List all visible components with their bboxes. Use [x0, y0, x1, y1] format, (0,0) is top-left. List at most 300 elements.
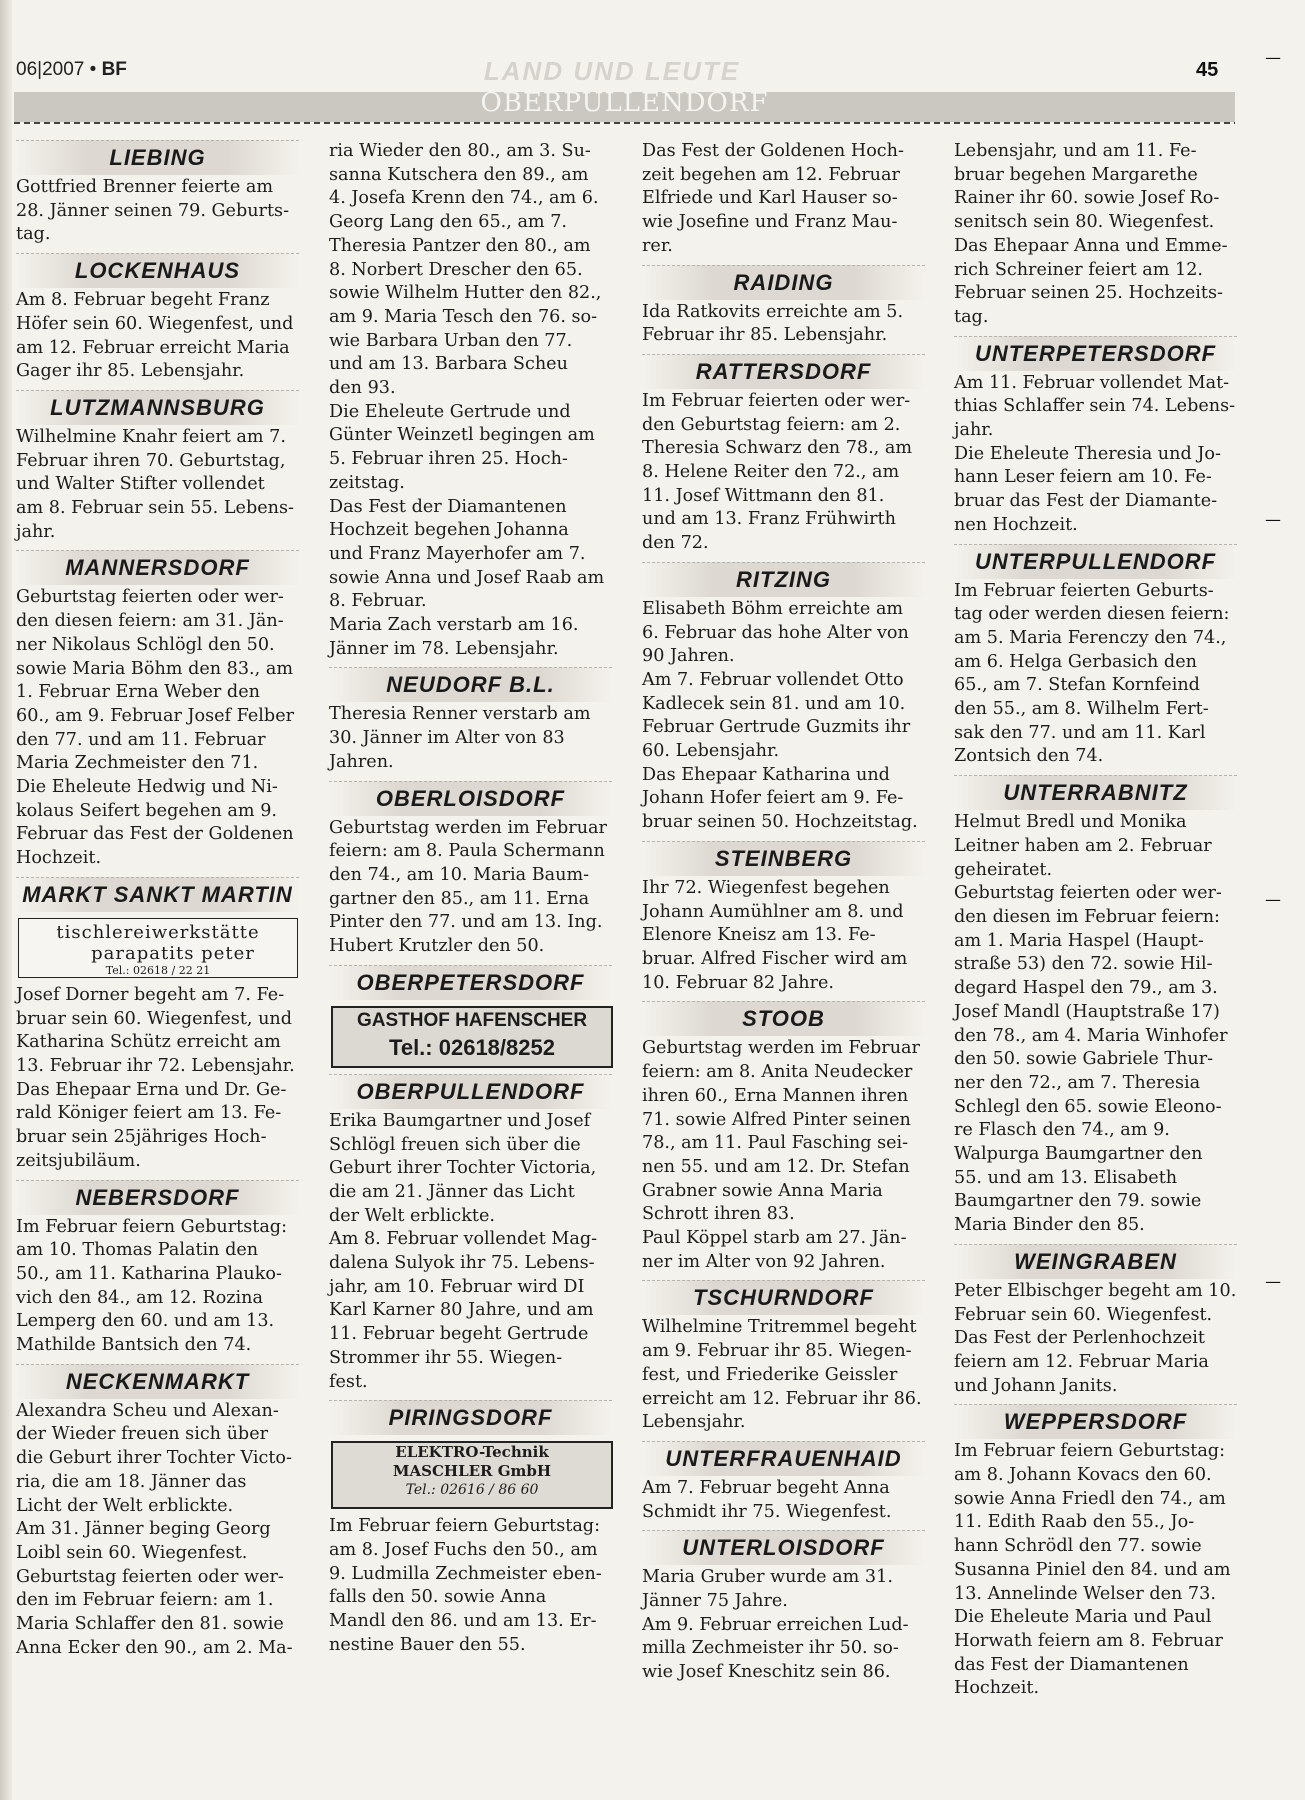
text-line: Schlegl den 65. sowie Eleono- [954, 1096, 1222, 1117]
text-line: Gager ihr 85. Lebensjahr. [16, 361, 245, 382]
region-banner-title: OBERPULLENDORF [480, 88, 769, 118]
town-heading-label: OBERLOISDORF [375, 785, 566, 811]
town-heading [329, 781, 612, 816]
town-heading-label: UNTERRABNITZ [1003, 780, 1188, 806]
article-paragraph [329, 817, 612, 959]
text-line: den 78., am 4. Maria Winhofer [954, 1025, 1228, 1046]
text-line: Geburtstag feierten oder wer- [16, 587, 284, 608]
text-line: 30. Jänner im Alter von 83 [329, 728, 565, 749]
article-paragraph [329, 140, 612, 661]
text-line: Elisabeth Böhm erreichte am [642, 598, 904, 619]
text-line: Loibl sein 60. Wiegenfest. [16, 1542, 248, 1563]
text-line: den 50. sowie Gabriele Thur- [954, 1049, 1214, 1070]
text-line: Februar das Fest der Goldenen [16, 824, 294, 845]
text-line: bruar sein 60. Wiegenfest, und [16, 1008, 293, 1029]
text-line: bruar begehen Margarethe [954, 164, 1198, 185]
article-paragraph [16, 984, 299, 1174]
text-line: thias Schlaffer sein 74. Lebens- [954, 396, 1236, 417]
text-line: die am 21. Jänner das Licht [329, 1181, 575, 1202]
text-line: Jänner im 78. Lebensjahr. [329, 638, 559, 659]
text-line: Maria Binder den 85. [954, 1215, 1145, 1236]
page-number: 45 [1196, 59, 1219, 81]
article-paragraph [642, 301, 925, 348]
text-line: 9. Ludmilla Zechmeister eben- [329, 1563, 602, 1584]
article-paragraph [329, 703, 612, 774]
text-line: Anna Ecker den 90., am 2. Ma- [16, 1637, 293, 1658]
town-heading-label: STOOB [742, 1006, 825, 1032]
text-line: Geburtstag werden im Februar [642, 1038, 920, 1059]
text-line: Geburtstag feierten oder wer- [954, 883, 1222, 904]
town-heading [16, 1180, 299, 1215]
text-line: Geburtstag feierten oder wer- [16, 1566, 284, 1587]
town-heading-label: PIRINGSDORF [388, 1405, 553, 1431]
margin-mark: — [1265, 48, 1281, 67]
text-line: Wilhelmine Tritremmel begeht [642, 1317, 917, 1338]
text-line: 11. Josef Wittmann den 81. [642, 485, 885, 506]
text-line: Schmidt ihr 75. Wiegenfest. [642, 1501, 892, 1522]
text-line: Geburt ihrer Tochter Victoria, [329, 1158, 597, 1179]
text-line: milla Zechmeister ihr 50. so- [642, 1638, 899, 1659]
text-line: Pinter den 77. und am 13. Ing. [329, 912, 603, 933]
text-line: Lebensjahr. [642, 1412, 746, 1433]
text-line: Maria Gruber wurde am 31. [642, 1567, 893, 1588]
text-line: Karl Karner 80 Jahre, und am [329, 1300, 594, 1321]
text-line: 50., am 11. Katharina Plauko- [16, 1263, 282, 1284]
text-line: Im Februar feiern Geburtstag: [954, 1441, 1225, 1462]
margin-mark: — [1265, 890, 1281, 909]
text-line: Am 31. Jänner beging Georg [16, 1519, 271, 1540]
text-line: straße 53) den 72. sowie Hil- [954, 954, 1213, 975]
text-line: senitsch sein 80. Wiegenfest. [954, 212, 1215, 233]
text-line: und am 13. Barbara Scheu [329, 354, 568, 375]
text-line: und am 13. Franz Frühwirth [642, 509, 896, 530]
text-line: Elfriede und Karl Hauser so- [642, 188, 898, 209]
town-heading-label: RAIDING [733, 269, 834, 295]
text-line: Susanna Piniel den 84. und am [954, 1559, 1231, 1580]
text-line: feiern: am 8. Paula Schermann [329, 841, 605, 862]
text-line: hann Leser feiern am 10. Fe- [954, 467, 1212, 488]
text-line: 6. Februar das hohe Alter von [642, 622, 909, 643]
text-line: Das Fest der Diamantenen [329, 496, 567, 517]
town-heading-label: OBERPULLENDORF [356, 1078, 585, 1104]
text-line: Helmut Bredl und Monika [954, 812, 1187, 833]
town-heading-label: RATTERSDORF [695, 358, 872, 384]
article-paragraph [954, 140, 1237, 330]
page-binding-shadow [0, 0, 12, 1800]
text-line: sanna Kutschera den 89., am [329, 164, 589, 185]
text-line: 1. Februar Erna Weber den [16, 682, 260, 703]
text-line: Ida Ratkovits erreichte am 5. [642, 301, 904, 322]
town-heading [16, 1364, 299, 1399]
town-heading-label: LUTZMANNSBURG [50, 394, 265, 420]
text-line: 28. Jänner seinen 79. Geburts- [16, 200, 290, 221]
text-line: feiern am 12. Februar Maria [954, 1351, 1209, 1372]
town-heading [954, 1244, 1237, 1279]
text-line: am 1. Maria Haspel (Haupt- [954, 930, 1204, 951]
text-line: 13. Februar ihr 72. Lebensjahr. [16, 1055, 295, 1076]
article-paragraph [642, 1316, 925, 1435]
ad-line: ELEKTRO-Technik [395, 1443, 549, 1462]
text-line: Horwath feiern am 8. Februar [954, 1630, 1223, 1651]
text-line: Das Ehepaar Katharina und [642, 764, 890, 785]
town-heading [16, 877, 299, 912]
text-line: nestine Bauer den 55. [329, 1634, 526, 1655]
text-line: am 9. Februar ihr 85. Wiegen- [642, 1341, 912, 1362]
text-line: und Franz Mayerhofer am 7. [329, 543, 586, 564]
text-line: ner den 72., am 7. Theresia [954, 1072, 1201, 1093]
town-heading [642, 562, 925, 597]
text-line: 11. Edith Raab den 55., Jo- [954, 1512, 1195, 1533]
text-line: 65., am 7. Stefan Kornfeind [954, 675, 1200, 696]
margin-mark: — [1265, 510, 1281, 529]
text-line: Februar seinen 25. Hochzeits- [954, 283, 1223, 304]
article-paragraph [954, 580, 1237, 770]
town-heading-label: LIEBING [109, 145, 206, 170]
text-line: Die Eheleute Hedwig und Ni- [16, 777, 278, 798]
text-line: ria, die am 18. Jänner das [16, 1471, 247, 1492]
town-heading [954, 336, 1237, 371]
text-line: jahr. [16, 521, 56, 542]
text-line: zeitstag. [329, 472, 405, 493]
advertisement-box [331, 1441, 613, 1509]
town-heading [642, 265, 925, 300]
article-paragraph [329, 1110, 612, 1394]
text-line: Höfer sein 60. Wiegenfest, und [16, 313, 294, 334]
article-paragraph [642, 598, 925, 835]
text-line: Johann Aumühlner am 8. und [642, 901, 904, 922]
text-line: den Geburtstag feiern: am 2. [642, 414, 901, 435]
text-line: Theresia Pantzer den 80., am [329, 235, 591, 256]
text-line: am 9. Maria Tesch den 76. so- [329, 306, 598, 327]
town-heading [954, 1404, 1237, 1439]
town-heading-label: WEPPERSDORF [1003, 1409, 1188, 1435]
article-paragraph [329, 1515, 612, 1657]
town-heading [954, 775, 1237, 810]
text-line: der Wieder freuen sich über [16, 1424, 269, 1445]
text-line: fest, und Friederike Geissler [642, 1364, 898, 1385]
banner-divider [14, 122, 1235, 124]
town-heading-label: OBERPETERSDORF [356, 969, 585, 995]
text-line: falls den 50. sowie Anna [329, 1587, 547, 1608]
section-title: LAND UND LEUTE [483, 56, 741, 86]
text-line: Leitner haben am 2. Februar [954, 835, 1212, 856]
town-heading [329, 667, 612, 702]
town-heading [642, 1441, 925, 1476]
text-line: den 72. [642, 533, 709, 554]
text-line: kolaus Seifert begehen am 9. [16, 800, 277, 821]
article-paragraph [642, 877, 925, 996]
town-heading [16, 390, 299, 425]
text-line: Am 8. Februar begeht Franz [16, 290, 270, 311]
column-4 [954, 140, 1237, 1707]
text-line: re Flasch den 74., am 9. [954, 1120, 1170, 1141]
text-line: den 77. und am 11. Februar [16, 729, 266, 750]
text-line: zeit begehen am 12. Februar [642, 164, 900, 185]
text-line: den 55., am 8. Wilhelm Fert- [954, 699, 1209, 720]
town-heading-label: UNTERPULLENDORF [974, 548, 1217, 574]
text-line: Alexandra Scheu und Alexan- [16, 1400, 279, 1421]
text-line: Elenore Kneisz am 13. Fe- [642, 925, 876, 946]
text-line: zeitsjubiläum. [16, 1150, 141, 1171]
text-line: Josef Dorner begeht am 7. Fe- [16, 984, 285, 1005]
text-line: 13. Annelinde Welser den 73. [954, 1583, 1216, 1604]
text-line: bruar seinen 50. Hochzeitstag. [642, 812, 918, 833]
town-heading [16, 253, 299, 288]
text-line: Schlögl freuen sich über die [329, 1134, 581, 1155]
text-line: Im Februar feierten oder wer- [642, 390, 911, 411]
margin-mark: — [1265, 1272, 1281, 1291]
text-line: 55. und am 13. Elisabeth [954, 1167, 1178, 1188]
ad-line: Tel.: 02616 / 86 60 [405, 1482, 539, 1499]
article-paragraph [642, 1037, 925, 1274]
text-line: den diesen feiern: am 31. Jän- [16, 611, 284, 632]
text-line: Am 7. Februar begeht Anna [642, 1477, 890, 1498]
text-line: Günter Weinzetl begingen am [329, 425, 595, 446]
text-line: 4. Josefa Krenn den 74., am 6. [329, 188, 599, 209]
text-line: den 93. [329, 378, 396, 399]
text-line: Jänner 75 Jahre. [642, 1591, 788, 1612]
brand-label: BF [101, 59, 127, 80]
text-line: dalena Sulyok ihr 75. Lebens- [329, 1253, 595, 1274]
town-heading [954, 544, 1237, 579]
town-heading [329, 1074, 612, 1109]
text-line: 5. Februar ihren 25. Hoch- [329, 449, 568, 470]
column-2 [329, 140, 612, 1663]
text-line: Schrott ihren 83. [642, 1204, 795, 1225]
text-line: wie Barbara Urban den 77. [329, 330, 573, 351]
article-paragraph [16, 426, 299, 545]
column-1 [16, 140, 299, 1666]
text-line: 8. Helene Reiter den 72., am [642, 462, 900, 483]
text-line: vich den 84., am 12. Rozina [16, 1287, 263, 1308]
text-line: Am 11. Februar vollendet Mat- [954, 372, 1230, 393]
text-line: Hochzeit. [16, 848, 102, 869]
text-line: Erika Baumgartner und Josef [329, 1110, 591, 1131]
article-paragraph [642, 390, 925, 556]
text-line: 90 Jahren. [642, 646, 735, 667]
text-line: bruar. Alfred Fischer wird am [642, 948, 908, 969]
town-heading [642, 841, 925, 876]
town-heading [642, 1530, 925, 1565]
text-line: 11. Februar begeht Gertrude [329, 1324, 589, 1345]
text-line: und Johann Janits. [954, 1375, 1118, 1396]
article-paragraph [642, 140, 925, 259]
text-line: am 10. Thomas Palatin den [16, 1240, 259, 1261]
text-line: 8. Februar. [329, 591, 427, 612]
text-line: Am 7. Februar vollendet Otto [642, 669, 904, 690]
ad-line: Tel.: 02618/8252 [389, 1034, 555, 1060]
text-line: sowie Anna und Josef Raab am [329, 567, 605, 588]
text-line: am 8. Johann Kovacs den 60. [954, 1465, 1212, 1486]
town-heading-label: NEUDORF B.L. [386, 672, 555, 698]
text-line: am 5. Maria Ferenczy den 74., [954, 627, 1227, 648]
article-paragraph [16, 289, 299, 384]
advertisement-box [18, 918, 298, 978]
text-line: Theresia Renner verstarb am [329, 704, 591, 725]
text-line: bruar das Fest der Diamante- [954, 491, 1218, 512]
text-line: sowie Wilhelm Hutter den 82., [329, 283, 602, 304]
text-line: Im Februar feierten Geburts- [954, 580, 1214, 601]
town-heading [329, 965, 612, 1000]
text-line: sak den 77. und am 11. Karl [954, 722, 1206, 743]
text-line: Baumgartner den 79. sowie [954, 1191, 1202, 1212]
text-line: 78., am 11. Paul Fasching sei- [642, 1133, 909, 1154]
town-heading-label: NECKENMARKT [65, 1368, 250, 1394]
text-line: Jahren. [329, 751, 394, 772]
text-line: Am 9. Februar erreichen Lud- [642, 1614, 909, 1635]
article-paragraph [954, 372, 1237, 538]
ad-line: GASTHOF HAFENSCHER [356, 1009, 588, 1031]
text-line: jahr. [954, 420, 994, 441]
ad-line: parapatits peter [91, 942, 255, 964]
article-paragraph [954, 1280, 1237, 1399]
text-line: den 74., am 10. Maria Baum- [329, 864, 590, 885]
text-line: tag. [16, 224, 51, 245]
text-line: Im Februar feiern Geburtstag: [16, 1216, 287, 1237]
article-paragraph [16, 586, 299, 870]
text-line: 8. Norbert Drescher den 65. [329, 259, 583, 280]
text-line: der Welt erblickte. [329, 1205, 495, 1226]
text-line: Das Ehepaar Anna und Emme- [954, 235, 1228, 256]
text-line: Maria Zach verstarb am 16. [329, 615, 579, 636]
text-line: Strommer ihr 55. Wiegen- [329, 1347, 563, 1368]
town-heading [642, 1280, 925, 1315]
text-line: hann Schrödl den 77. sowie [954, 1536, 1202, 1557]
text-line: Lemperg den 60. und am 13. [16, 1311, 275, 1332]
town-heading-label: MANNERSDORF [65, 555, 250, 581]
town-heading-label: UNTERPETERSDORF [974, 340, 1217, 366]
text-line: am 6. Helga Gerbasich den [954, 651, 1197, 672]
text-line: wie Josef Kneschitz sein 86. [642, 1662, 891, 1683]
text-line: Lebensjahr, und am 11. Fe- [954, 141, 1197, 161]
text-line: Das Fest der Goldenen Hoch- [642, 141, 904, 161]
text-line: gartner den 85., am 11. Erna [329, 888, 590, 909]
ad-line: MASCHLER GmbH [392, 1462, 552, 1481]
text-line: Das Ehepaar Erna und Dr. Ge- [16, 1079, 287, 1100]
town-heading-label: LOCKENHAUS [74, 258, 241, 284]
text-line: Mandl den 86. und am 13. Er- [329, 1611, 597, 1632]
text-line: Februar Gertrude Guzmits ihr [642, 717, 911, 738]
text-line: am 12. Februar erreicht Maria [16, 337, 290, 358]
town-heading-label: UNTERFRAUENHAID [665, 1445, 902, 1471]
text-line: Maria Zechmeister den 71. [16, 753, 259, 774]
text-line: am 8. Josef Fuchs den 50., am [329, 1539, 598, 1560]
article-paragraph [642, 1566, 925, 1685]
text-line: Josef Mandl (Hauptstraße 17) [954, 1001, 1220, 1022]
text-line: 60., am 9. Februar Josef Felber [16, 705, 295, 726]
text-line: nen Hochzeit. [954, 514, 1078, 535]
text-line: Licht der Welt erblickte. [16, 1495, 234, 1516]
text-line: Februar ihr 85. Lebensjahr. [642, 325, 888, 346]
article-paragraph [954, 811, 1237, 1238]
ad-line: Tel.: 02618 / 22 21 [105, 963, 211, 977]
text-line: Rainer ihr 60. sowie Josef Ro- [954, 188, 1220, 209]
text-line: das Fest der Diamantenen [954, 1654, 1189, 1675]
text-line: Am 8. Februar vollendet Mag- [329, 1229, 598, 1250]
text-line: Grabner sowie Anna Maria [642, 1180, 883, 1201]
text-line: Maria Schlaffer den 81. sowie [16, 1614, 284, 1635]
text-line: 10. Februar 82 Jahre. [642, 972, 834, 993]
text-line: bruar sein 25jähriges Hoch- [16, 1127, 267, 1148]
article-paragraph [16, 176, 299, 247]
text-line: Katharina Schütz erreicht am [16, 1032, 281, 1053]
text-line: Georg Lang den 65., am 7. [329, 212, 567, 233]
town-heading [16, 140, 299, 175]
text-line: tag oder werden diesen feiern: [954, 604, 1230, 625]
issue-date: 06|2007 • [16, 59, 97, 80]
text-line: Im Februar feiern Geburtstag: [329, 1516, 600, 1537]
text-line: Hubert Krutzler den 50. [329, 936, 545, 957]
text-line: ner im Alter von 92 Jahren. [642, 1251, 886, 1272]
text-line: Gottfried Brenner feierte am [16, 177, 274, 197]
article-paragraph [16, 1216, 299, 1358]
town-heading [642, 1001, 925, 1036]
text-line: Walpurga Baumgartner den [954, 1144, 1203, 1165]
text-line: die Geburt ihrer Tochter Victo- [16, 1448, 292, 1469]
text-line: Mathilde Bantsich den 74. [16, 1335, 252, 1356]
town-heading-label: RITZING [736, 566, 831, 592]
column-3 [642, 140, 925, 1691]
text-line: feiern: am 8. Anita Neudecker [642, 1062, 913, 1083]
town-heading [642, 354, 925, 389]
advertisement-box [331, 1006, 613, 1068]
text-line: Hochzeit. [954, 1678, 1040, 1699]
town-heading-label: STEINBERG [714, 845, 853, 871]
text-line: rer. [642, 235, 673, 256]
text-line: Die Eheleute Theresia und Jo- [954, 443, 1221, 464]
town-heading-label: TSCHURNDORF [693, 1285, 874, 1311]
text-line: Die Eheleute Maria und Paul [954, 1607, 1212, 1628]
text-line: Das Fest der Perlenhochzeit [954, 1328, 1205, 1349]
text-line: nen 55. und am 12. Dr. Stefan [642, 1156, 910, 1177]
ad-line: tischlereiwerkstätte [56, 921, 260, 943]
article-paragraph [16, 1400, 299, 1661]
text-line: geheiratet. [954, 859, 1053, 880]
town-heading-label: WEINGRABEN [1014, 1248, 1177, 1274]
text-line: Ihr 72. Wiegenfest begehen [642, 877, 890, 898]
text-line: Februar sein 60. Wiegenfest. [954, 1304, 1213, 1325]
text-line: Die Eheleute Gertrude und [329, 401, 571, 422]
text-line: sowie Maria Böhm den 83., am [16, 658, 293, 679]
text-line: rald Königer feiert am 13. Fe- [16, 1103, 282, 1124]
text-line: Wilhelmine Knahr feiert am 7. [16, 426, 286, 447]
text-line: sowie Anna Friedl den 74., am [954, 1488, 1226, 1509]
text-line: 71. sowie Alfred Pinter seinen [642, 1109, 911, 1130]
text-line: ihren 60., Erna Mannen ihren [642, 1085, 909, 1106]
text-line: Geburtstag werden im Februar [329, 817, 607, 838]
text-line: Theresia Schwarz den 78., am [642, 438, 913, 459]
town-heading-label: MARKT SANKT MARTIN [22, 881, 293, 907]
text-line: wie Josefine und Franz Mau- [642, 212, 898, 233]
text-line: ria Wieder den 80., am 3. Su- [329, 141, 591, 161]
text-line: rich Schreiner feiert am 12. [954, 259, 1204, 280]
text-line: jahr, am 10. Februar wird DI [329, 1276, 585, 1297]
region-banner [14, 88, 1235, 122]
town-heading-label: UNTERLOISDORF [682, 1535, 885, 1561]
article-paragraph [954, 1440, 1237, 1701]
text-line: Paul Köppel starb am 27. Jän- [642, 1228, 907, 1249]
text-line: fest. [329, 1371, 368, 1392]
text-line: Peter Elbischger begeht am 10. [954, 1280, 1237, 1301]
town-heading [16, 550, 299, 585]
text-line: erreicht am 12. Februar ihr 86. [642, 1388, 922, 1409]
text-line: den im Februar feiern: am 1. [16, 1590, 274, 1611]
text-line: den diesen im Februar feiern: [954, 906, 1220, 927]
text-line: Kadlecek sein 81. und am 10. [642, 693, 906, 714]
article-paragraph [642, 1477, 925, 1524]
text-line: tag. [954, 306, 989, 327]
text-line: Zontsich den 74. [954, 746, 1104, 767]
